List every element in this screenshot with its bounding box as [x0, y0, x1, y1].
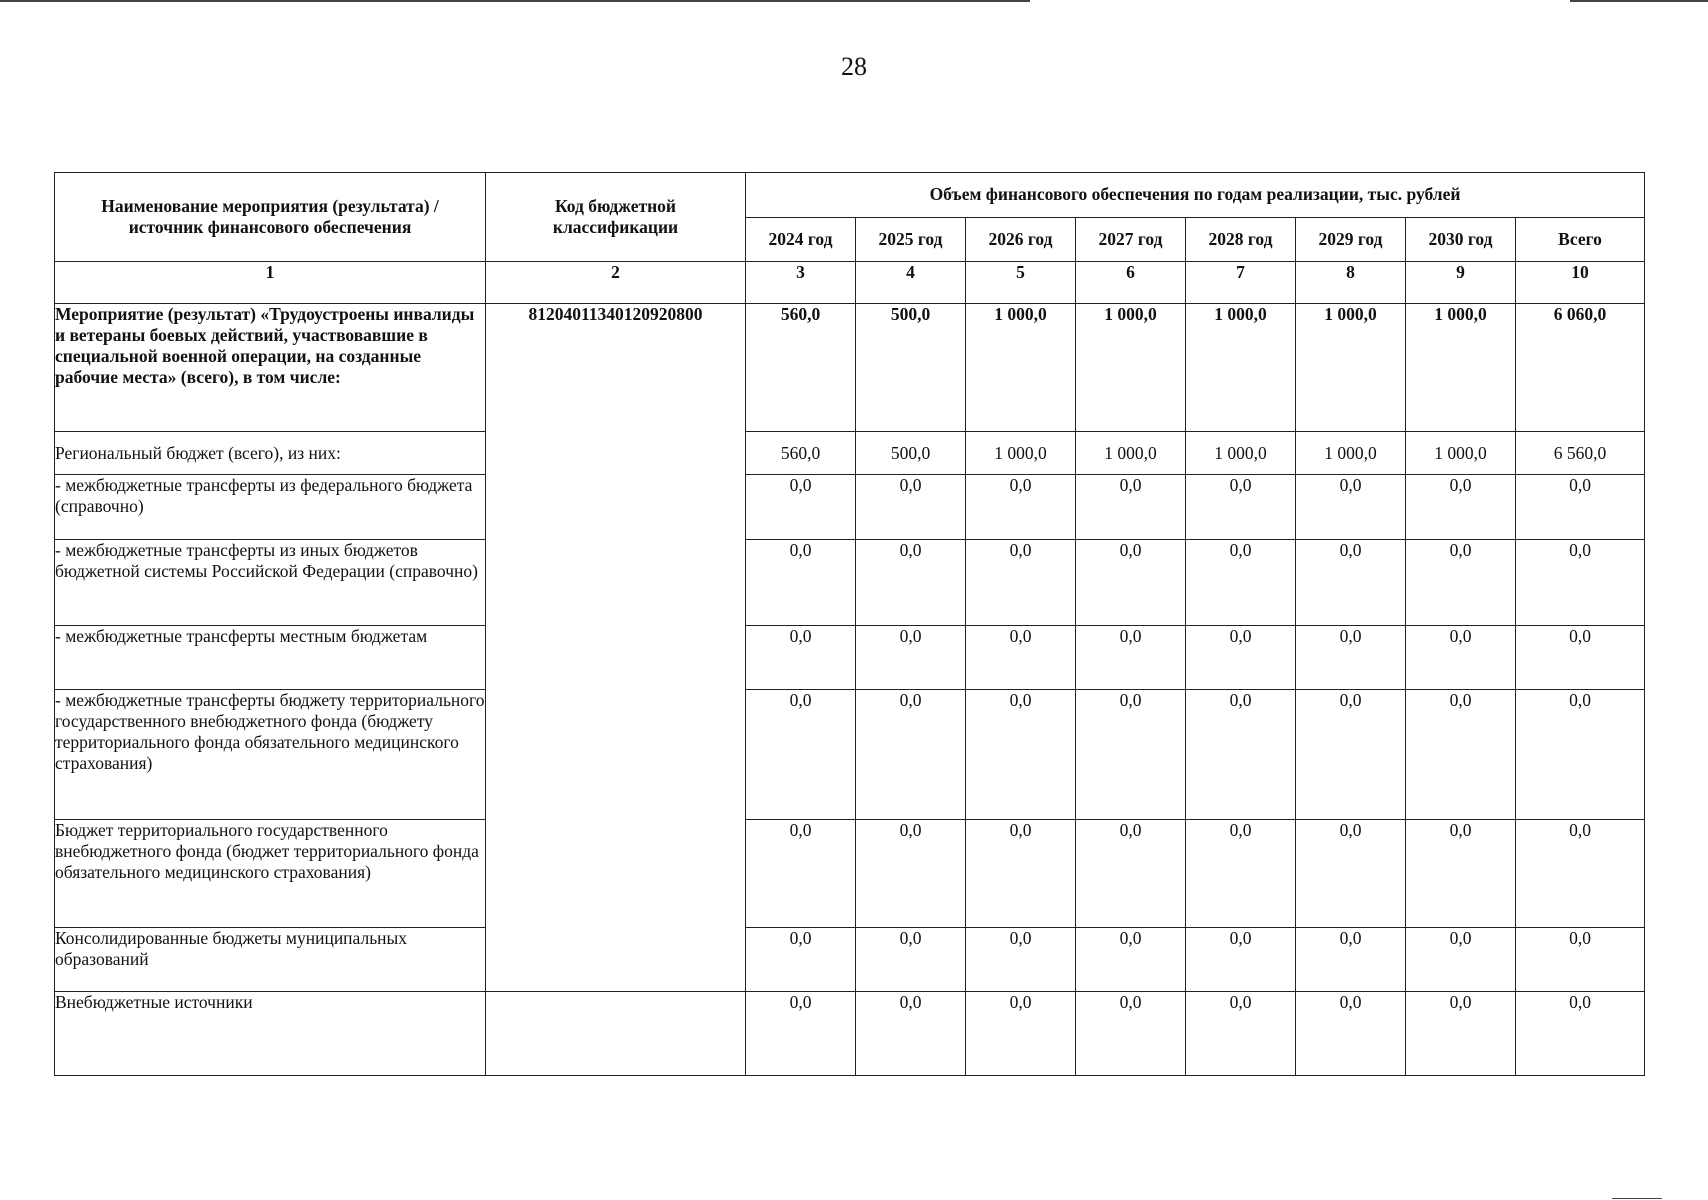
- row-value: 0,0: [1296, 626, 1406, 690]
- scan-edge-line: [0, 0, 1030, 2]
- scan-edge-line: [1612, 1198, 1662, 1199]
- row-value: 0,0: [856, 690, 966, 820]
- table-row: [55, 690, 1645, 820]
- row-value: 0,0: [966, 690, 1076, 820]
- row-value: 0,0: [1076, 690, 1186, 820]
- row-value: 0,0: [1296, 475, 1406, 540]
- row-value: 0,0: [746, 626, 856, 690]
- row-value: 0,0: [746, 690, 856, 820]
- row-value: 0,0: [746, 475, 856, 540]
- row-name: - межбюджетные трансферты из иных бюджетов бюджетной системы Российской Федерации (справочно): [55, 540, 486, 626]
- row-value: 0,0: [1186, 475, 1296, 540]
- header-year: 2027 год: [1076, 217, 1186, 262]
- row-value: 1 000,0: [1406, 304, 1516, 432]
- header-year: 2024 год: [746, 217, 856, 262]
- column-number: 3: [746, 262, 856, 304]
- column-number: 8: [1296, 262, 1406, 304]
- row-value: 500,0: [856, 304, 966, 432]
- header-year: 2025 год: [856, 217, 966, 262]
- row-value: 0,0: [1516, 540, 1645, 626]
- row-value: 0,0: [856, 475, 966, 540]
- row-value: 6 060,0: [1516, 304, 1645, 432]
- row-name: Бюджет территориального государственного внебюджетного фонда (бюджет территориального фонда обязательного медицинского страхования): [55, 820, 486, 928]
- header-funding-group: Объем финансового обеспечения по годам реализации, тыс. рублей: [746, 173, 1645, 218]
- column-number: 2: [486, 262, 746, 304]
- header-year: 2026 год: [966, 217, 1076, 262]
- row-value: 0,0: [966, 626, 1076, 690]
- row-value: 0,0: [856, 540, 966, 626]
- row-name: Мероприятие (результат) «Трудоустроены инвалиды и ветераны боевых действий, участвовавшие в специальной военной операции, на созданные рабочие места» (всего), в том числе:: [55, 304, 486, 432]
- column-number-row: [55, 262, 1645, 304]
- table-row: [55, 432, 1645, 475]
- row-value: 500,0: [856, 432, 966, 475]
- row-value: 0,0: [746, 928, 856, 992]
- row-value: 0,0: [1406, 475, 1516, 540]
- row-value: 0,0: [1186, 690, 1296, 820]
- row-value: 0,0: [1516, 475, 1645, 540]
- row-value: 1 000,0: [1076, 304, 1186, 432]
- row-name: Внебюджетные источники: [55, 992, 486, 1076]
- row-value: 0,0: [1406, 928, 1516, 992]
- column-number: 7: [1186, 262, 1296, 304]
- row-value: 0,0: [1186, 928, 1296, 992]
- row-value: 0,0: [1406, 992, 1516, 1076]
- row-value: 0,0: [1406, 540, 1516, 626]
- scan-edge-line: [1570, 0, 1708, 2]
- row-name: Консолидированные бюджеты муниципальных образований: [55, 928, 486, 992]
- row-value: 1 000,0: [966, 432, 1076, 475]
- row-value: 0,0: [1296, 992, 1406, 1076]
- row-value: 0,0: [1076, 820, 1186, 928]
- row-value: 1 000,0: [1076, 432, 1186, 475]
- column-number: 4: [856, 262, 966, 304]
- row-value: 1 000,0: [966, 304, 1076, 432]
- row-value: 0,0: [1516, 992, 1645, 1076]
- row-value: 1 000,0: [1296, 304, 1406, 432]
- row-value: 0,0: [1076, 928, 1186, 992]
- row-value: 0,0: [1406, 690, 1516, 820]
- row-value: 0,0: [1516, 820, 1645, 928]
- row-value: 0,0: [1516, 928, 1645, 992]
- row-value: 0,0: [856, 928, 966, 992]
- row-value: 560,0: [746, 304, 856, 432]
- row-name: - межбюджетные трансферты местным бюджетам: [55, 626, 486, 690]
- row-value: 0,0: [1406, 820, 1516, 928]
- row-value: 0,0: [856, 626, 966, 690]
- empty-code-cell: [486, 992, 746, 1076]
- header-total: Всего: [1516, 217, 1645, 262]
- header-name-col: Наименование мероприятия (результата) / источник финансового обеспечения: [55, 173, 486, 262]
- row-value: 0,0: [1516, 626, 1645, 690]
- header-year: 2028 год: [1186, 217, 1296, 262]
- row-value: 0,0: [966, 992, 1076, 1076]
- table-row: [55, 928, 1645, 992]
- row-value: 0,0: [966, 475, 1076, 540]
- row-value: 0,0: [1186, 820, 1296, 928]
- row-value: 1 000,0: [1186, 304, 1296, 432]
- column-number: 10: [1516, 262, 1645, 304]
- row-value: 560,0: [746, 432, 856, 475]
- row-value: 0,0: [1076, 626, 1186, 690]
- row-value: 0,0: [746, 820, 856, 928]
- page-number: 28: [841, 52, 867, 81]
- row-value: 1 000,0: [1406, 432, 1516, 475]
- column-number: 1: [55, 262, 486, 304]
- row-value: 0,0: [1296, 690, 1406, 820]
- header-year: 2029 год: [1296, 217, 1406, 262]
- row-value: 0,0: [1516, 690, 1645, 820]
- row-value: 6 560,0: [1516, 432, 1645, 475]
- column-number: 9: [1406, 262, 1516, 304]
- row-value: 0,0: [966, 820, 1076, 928]
- row-value: 0,0: [1296, 540, 1406, 626]
- row-value: 0,0: [1076, 475, 1186, 540]
- row-value: 0,0: [1076, 992, 1186, 1076]
- table-row: [55, 540, 1645, 626]
- row-value: 0,0: [966, 928, 1076, 992]
- row-name: Региональный бюджет (всего), из них:: [55, 432, 486, 475]
- column-number: 5: [966, 262, 1076, 304]
- row-value: 0,0: [746, 540, 856, 626]
- table-row: [55, 475, 1645, 540]
- row-value: 0,0: [1296, 820, 1406, 928]
- row-name: - межбюджетные трансферты бюджету территориального государственного внебюджетного фонда (бюджету территориального фонда обязательного медицинского страхования): [55, 690, 486, 820]
- row-value: 0,0: [746, 992, 856, 1076]
- row-value: 0,0: [856, 992, 966, 1076]
- header-code-col: Код бюджетной классификации: [486, 173, 746, 262]
- row-value: 0,0: [1186, 626, 1296, 690]
- row-value: 0,0: [1186, 992, 1296, 1076]
- row-value: 0,0: [1406, 626, 1516, 690]
- header-row: [55, 173, 1645, 218]
- row-value: 0,0: [856, 820, 966, 928]
- row-value: 0,0: [1296, 928, 1406, 992]
- row-value: 1 000,0: [1186, 432, 1296, 475]
- table-row: [55, 820, 1645, 928]
- table-row: [55, 304, 1645, 432]
- column-number: 6: [1076, 262, 1186, 304]
- row-value: 0,0: [1076, 540, 1186, 626]
- budget-code: 81204011340120920800: [486, 304, 746, 992]
- table-row: [55, 626, 1645, 690]
- row-name: - межбюджетные трансферты из федерального бюджета (справочно): [55, 475, 486, 540]
- funding-table: [54, 172, 1645, 1076]
- row-value: 1 000,0: [1296, 432, 1406, 475]
- header-year: 2030 год: [1406, 217, 1516, 262]
- row-value: 0,0: [966, 540, 1076, 626]
- table-row: [55, 992, 1645, 1076]
- row-value: 0,0: [1186, 540, 1296, 626]
